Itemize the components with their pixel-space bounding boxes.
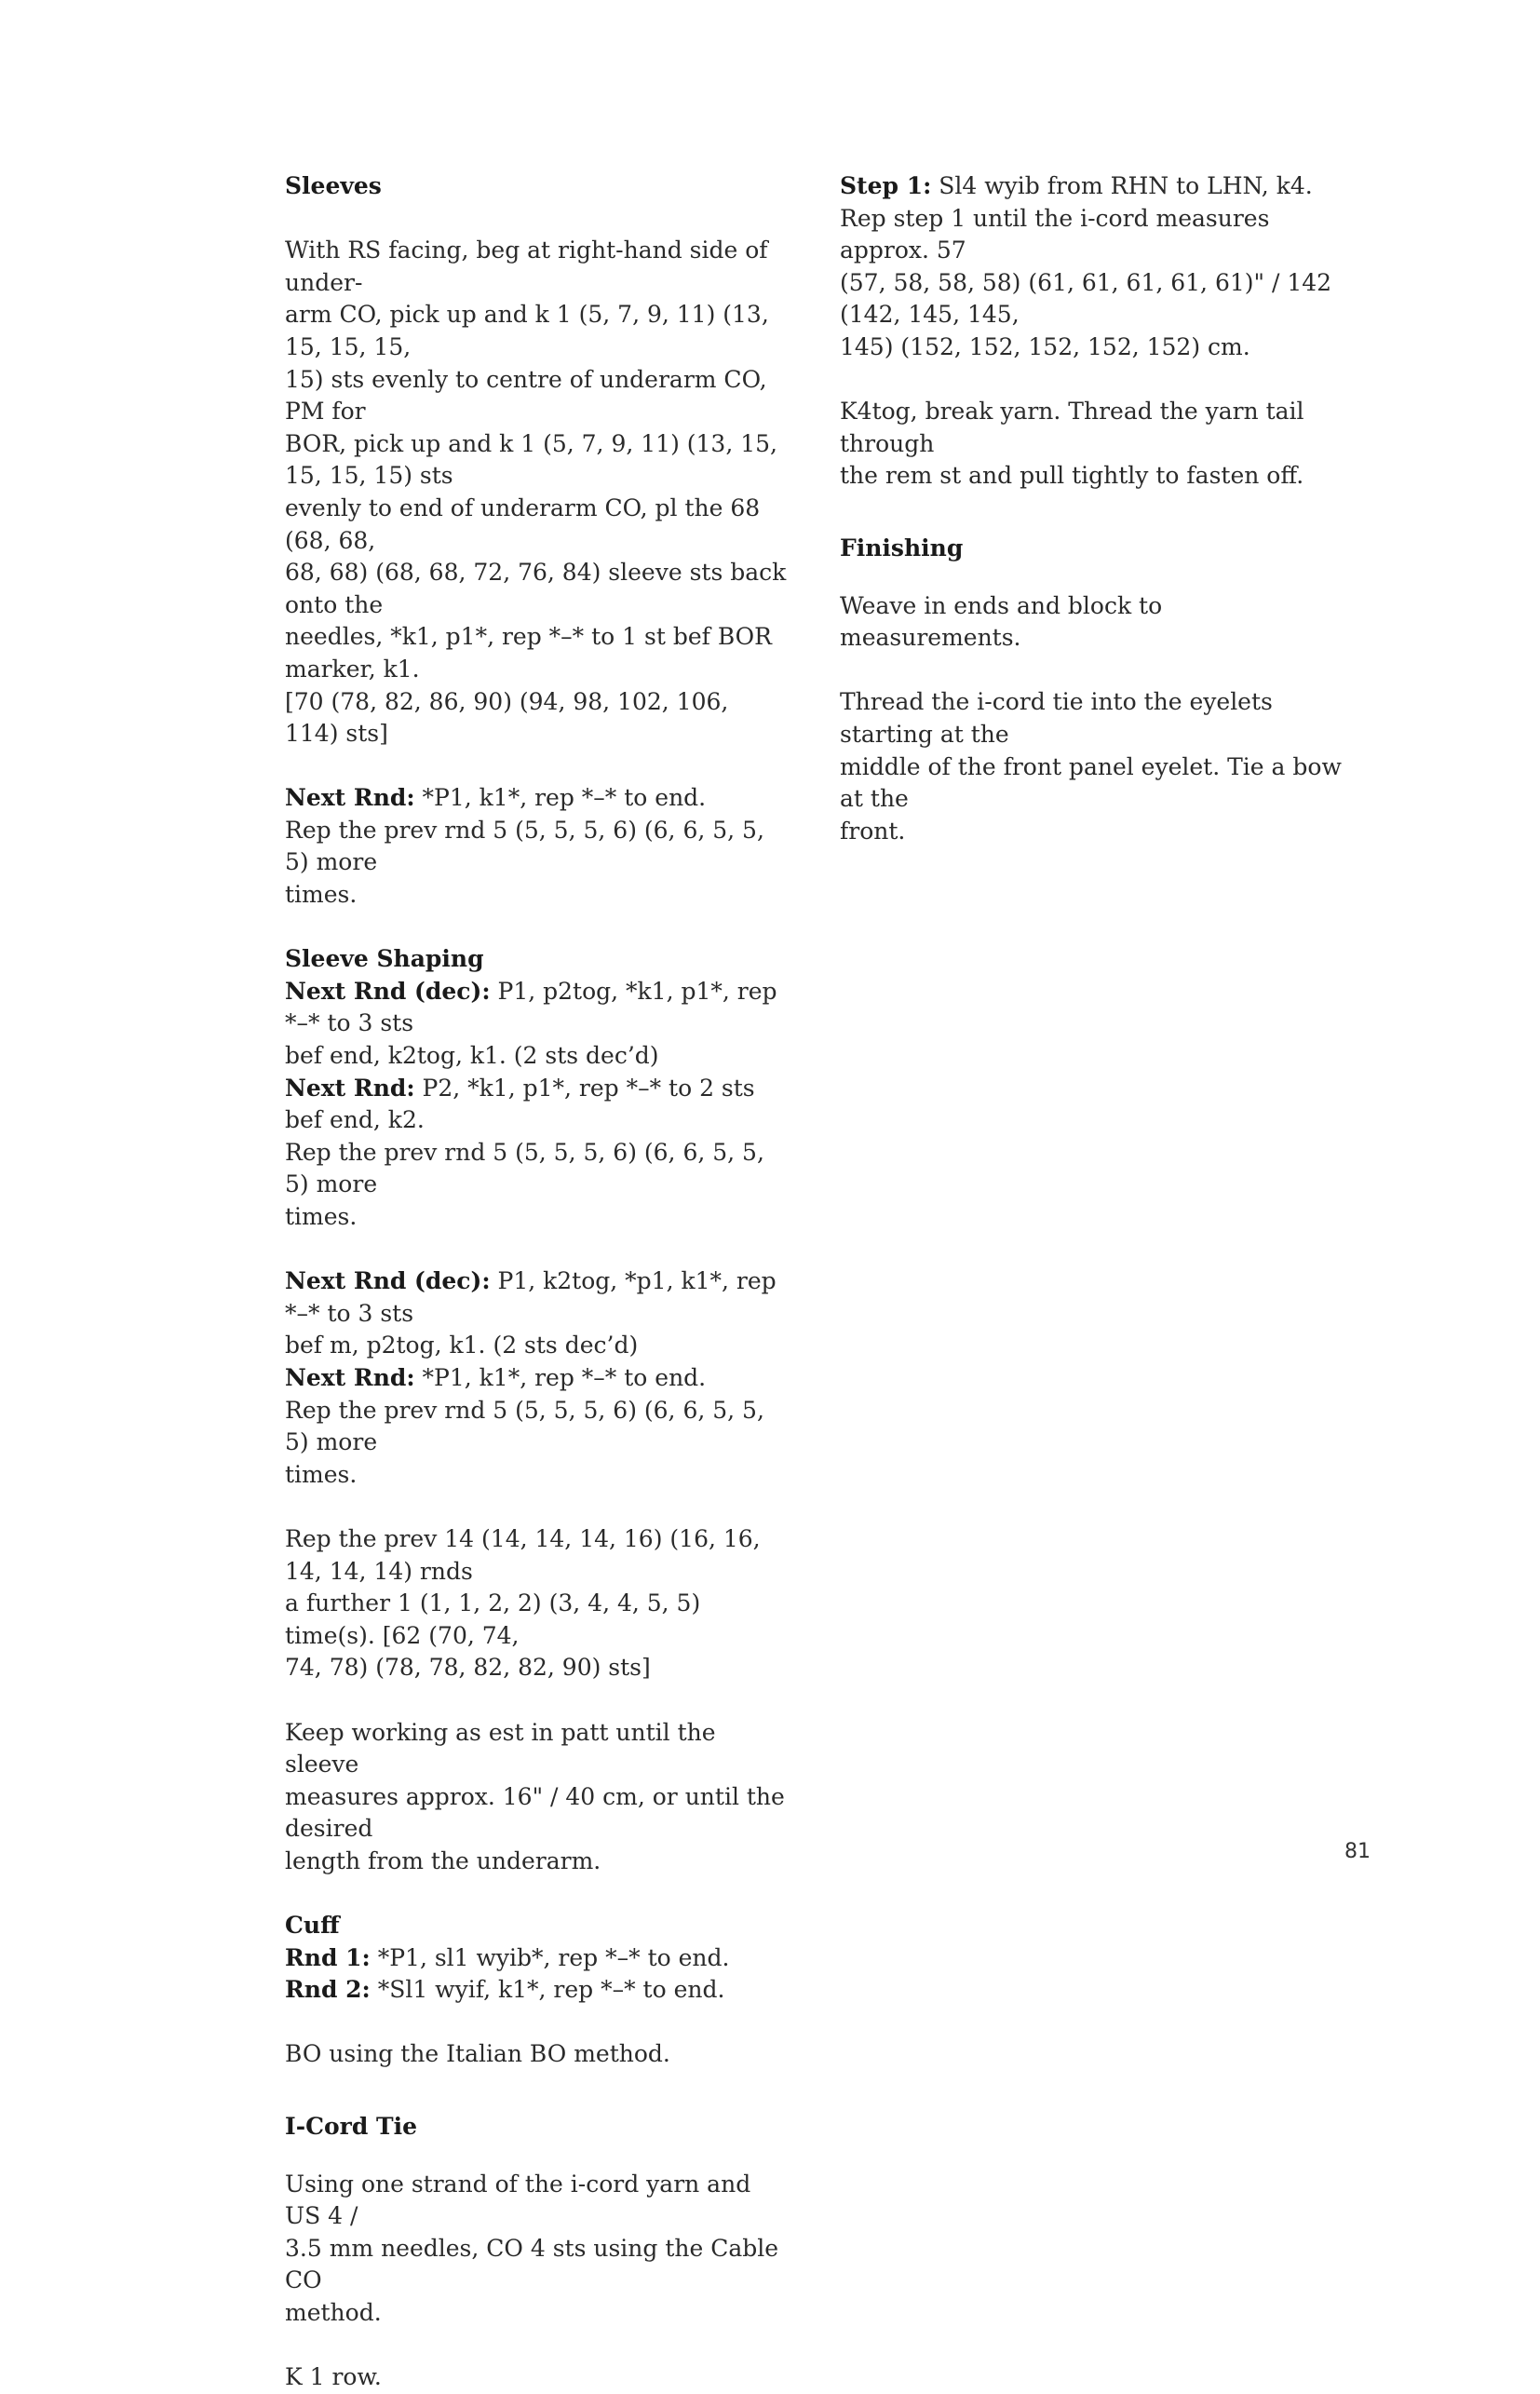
text-line: K 1 row. — [285, 2363, 382, 2391]
text-line: Rep step 1 until the i-cord measures approx. 57 — [840, 204, 1270, 264]
text-line: Rep the prev rnd 5 (5, 5, 5, 6) (6, 6, 5, 5, 5) more — [285, 816, 764, 876]
left-column — [285, 170, 788, 2394]
text-line: With RS facing, beg at right-hand side of under- — [285, 237, 768, 296]
text-line: Keep working as est in patt until the sleeve — [285, 1718, 716, 1779]
instruction-label: Next Rnd: — [285, 1363, 415, 1391]
sleeves-heading: Sleeves — [285, 172, 382, 199]
instruction-text: *Sl1 wyif, k1*, rep *–* to end. — [370, 1976, 725, 2004]
sleeves-intro-paragraph — [285, 235, 788, 751]
right-column — [840, 170, 1343, 847]
text-line: bef end, k2tog, k1. (2 sts dec’d) — [285, 1042, 659, 1070]
instruction-text: P1, p2tog, *k1, p1*, rep *–* to 3 sts — [285, 977, 777, 1037]
instruction-label: Next Rnd (dec): — [285, 1267, 491, 1295]
sleeve-shaping-heading: Sleeve Shaping — [285, 945, 484, 973]
instruction-label: Rnd 1: — [285, 1943, 371, 1971]
rnd-instruction — [285, 1974, 788, 2007]
cuff-heading: Cuff — [285, 1912, 340, 1940]
text-line: Using one strand of the i-cord yarn and US 4 / — [285, 2170, 751, 2230]
text-line: the rem st and pull tightly to fasten off. — [840, 462, 1304, 490]
text-line: front. — [840, 817, 906, 845]
text-line: (57, 58, 58, 58) (61, 61, 61, 61, 61)" / 142 (142, 145, 145, — [840, 268, 1332, 329]
instruction-text: P1, k2tog, *p1, k1*, rep *–* to 3 sts — [285, 1267, 777, 1327]
text-line: arm CO, pick up and k 1 (5, 7, 9, 11) (13, 15, 15, 15, — [285, 301, 769, 360]
page-number: 81 — [1344, 1840, 1371, 1863]
text-line: bef m, p2tog, k1. (2 sts dec’d) — [285, 1332, 639, 1359]
icord-tie-heading: I-Cord Tie — [285, 2113, 418, 2141]
instruction-text: *P1, sl1 wyib*, rep *–* to end. — [370, 1943, 730, 1971]
next-rnd-instruction — [285, 1073, 788, 1137]
text-line: middle of the front panel eyelet. Tie a bow at the — [840, 752, 1342, 813]
text-line: Rep the prev rnd 5 (5, 5, 5, 6) (6, 6, 5, 5, 5) more — [285, 1396, 764, 1456]
instruction-text: *P1, k1*, rep *–* to end. — [414, 784, 707, 812]
text-line: K4tog, break yarn. Thread the yarn tail through — [840, 398, 1304, 457]
next-rnd-instruction — [285, 782, 788, 815]
finishing-heading: Finishing — [840, 534, 964, 561]
instruction-label: Rnd 2: — [285, 1976, 371, 2004]
text-line: 145) (152, 152, 152, 152, 152) cm. — [840, 332, 1250, 360]
text-line: a further 1 (1, 1, 2, 2) (3, 4, 4, 5, 5) time(s). [62 (70, 74, — [285, 1589, 701, 1649]
instruction-label: Next Rnd (dec): — [285, 977, 491, 1005]
text-line: needles, *k1, p1*, rep *–* to 1 st bef BOR marker, k1. — [285, 623, 772, 683]
text-line: Rep the prev 14 (14, 14, 14, 16) (16, 16, 14, 14, 14) rnds — [285, 1524, 761, 1585]
rnd-instruction — [285, 1942, 788, 1975]
text-line: 3.5 mm needles, CO 4 sts using the Cable CO — [285, 2234, 779, 2294]
text-line: 68, 68) (68, 68, 72, 76, 84) sleeve sts back onto the — [285, 559, 787, 618]
text-line: length from the underarm. — [285, 1846, 601, 1874]
step-instruction — [840, 170, 1343, 203]
text-line: measures approx. 16" / 40 cm, or until the desired — [285, 1782, 785, 1843]
text-line: 74, 78) (78, 78, 82, 82, 90) sts] — [285, 1654, 651, 1682]
text-line: times. — [285, 1460, 358, 1488]
instruction-text: *P1, k1*, rep *–* to end. — [414, 1363, 707, 1391]
text-line: Thread the i-cord tie into the eyelets starting at the — [840, 688, 1273, 748]
text-line: BO using the Italian BO method. — [285, 2040, 670, 2068]
dec-instruction — [285, 976, 788, 1040]
instruction-label: Next Rnd: — [285, 784, 415, 812]
text-line: [70 (78, 82, 86, 90) (94, 98, 102, 106, 114) sts] — [285, 687, 729, 748]
instruction-text: P2, *k1, p1*, rep *–* to 2 sts bef end, k2. — [285, 1074, 755, 1134]
dec-instruction — [285, 1265, 788, 1330]
text-line: evenly to end of underarm CO, pl the 68 (68, 68, — [285, 494, 761, 554]
next-rnd-instruction — [285, 1362, 788, 1395]
text-line: times. — [285, 881, 358, 909]
instruction-text: Sl4 wyib from RHN to LHN, k4. — [931, 172, 1313, 199]
text-line: method. — [285, 2299, 382, 2326]
text-line: Rep the prev rnd 5 (5, 5, 5, 6) (6, 6, 5, 5, 5) more — [285, 1138, 764, 1198]
text-line: times. — [285, 1203, 358, 1230]
instruction-label: Step 1: — [840, 172, 932, 199]
text-line: 15) sts evenly to centre of underarm CO, PM for — [285, 365, 767, 426]
text-line: Weave in ends and block to measurements. — [840, 591, 1163, 652]
instruction-label: Next Rnd: — [285, 1074, 415, 1102]
text-line: BOR, pick up and k 1 (5, 7, 9, 11) (13, 15, 15, 15, 15) sts — [285, 429, 777, 490]
